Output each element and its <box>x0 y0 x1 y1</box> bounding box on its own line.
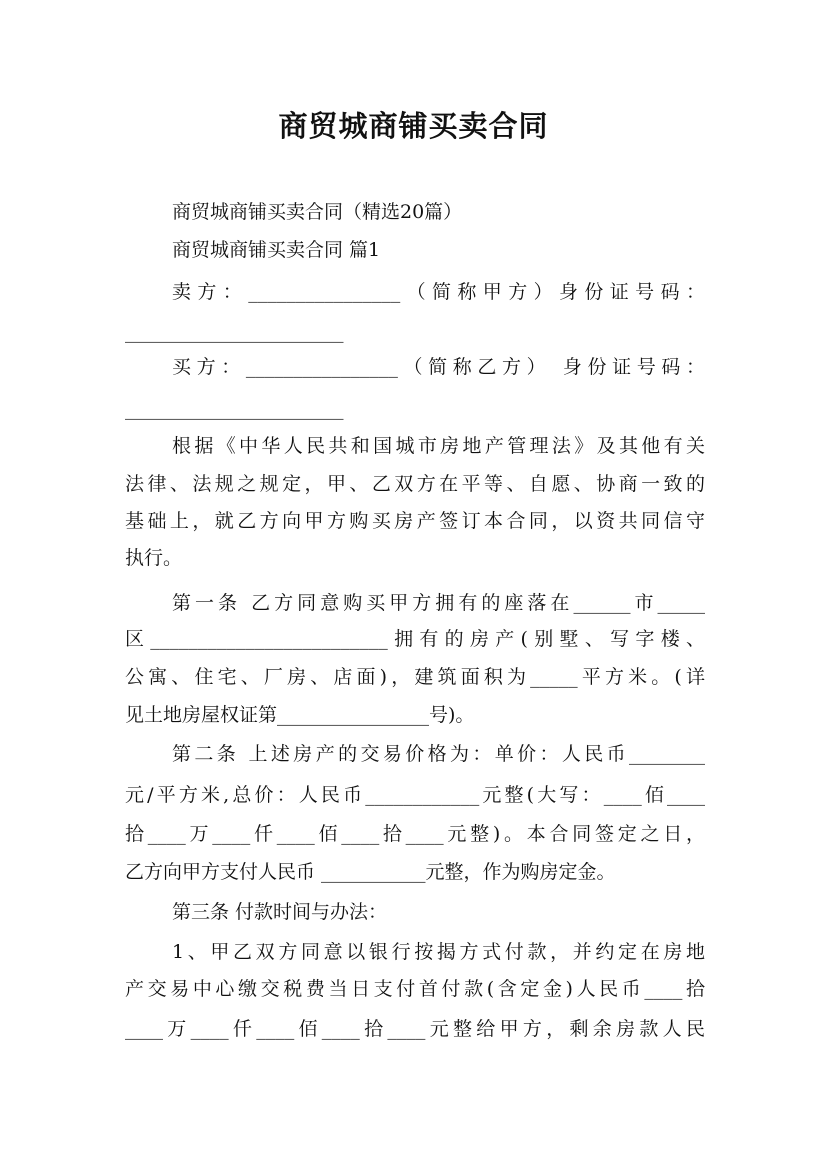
article-two-line: 拾____万____仟____佰____拾____元整)。本合同签定之日， <box>125 823 705 845</box>
buyer-line: 买方：________________（简称乙方） 身份证号码： <box>172 356 705 378</box>
paragraph-line: 基础上，就乙方向甲方购买房产签订本合同，以资共同信守 <box>125 510 705 532</box>
article-one-line: 区_________________________拥有的房产(别墅、写字楼、 <box>125 628 705 650</box>
article-one-line: 第一条 乙方同意购买甲方拥有的座落在______市_____ <box>172 592 705 614</box>
article-two-line: 第二条 上述房产的交易价格为：单价：人民币________ <box>172 743 705 765</box>
article-one-line: 公寓、住宅、厂房、店面)，建筑面积为_____平方米。(详 <box>125 666 705 688</box>
subtitle-line: 商贸城商铺买卖合同（精选20篇） <box>172 201 463 223</box>
payment-line: 产交易中心缴交税费当日支付首付款(含定金)人民币____拾 <box>125 978 705 1000</box>
paragraph-line: 根据《中华人民共和国城市房地产管理法》及其他有关 <box>172 435 705 457</box>
payment-line: 1、甲乙双方同意以银行按揭方式付款，并约定在房地 <box>172 941 705 963</box>
paragraph-line: 法律、法规之规定，甲、乙双方在平等、自愿、协商一致的 <box>125 473 705 495</box>
paragraph-line: 执行。 <box>125 547 183 569</box>
article-one-line: 见土地房屋权证第________________号)。 <box>125 704 475 726</box>
document-title: 商贸城商铺买卖合同 <box>278 109 549 143</box>
seller-id-blank: _______________________ <box>125 321 344 343</box>
article-two-line: 元/平方米,总价：人民币____________元整(大写：____佰____ <box>125 784 705 806</box>
section-heading: 商贸城商铺买卖合同 篇1 <box>172 239 381 261</box>
article-two-line: 乙方向甲方支付人民币 ___________元整，作为购房定金。 <box>125 861 616 883</box>
article-three-heading: 第三条 付款时间与办法： <box>172 901 388 923</box>
payment-line: ____万____仟____佰____拾____元整给甲方，剩余房款人民 <box>125 1018 705 1040</box>
buyer-id-blank: _______________________ <box>125 398 344 420</box>
seller-line: 卖方：________________（简称甲方）身份证号码： <box>172 281 705 303</box>
